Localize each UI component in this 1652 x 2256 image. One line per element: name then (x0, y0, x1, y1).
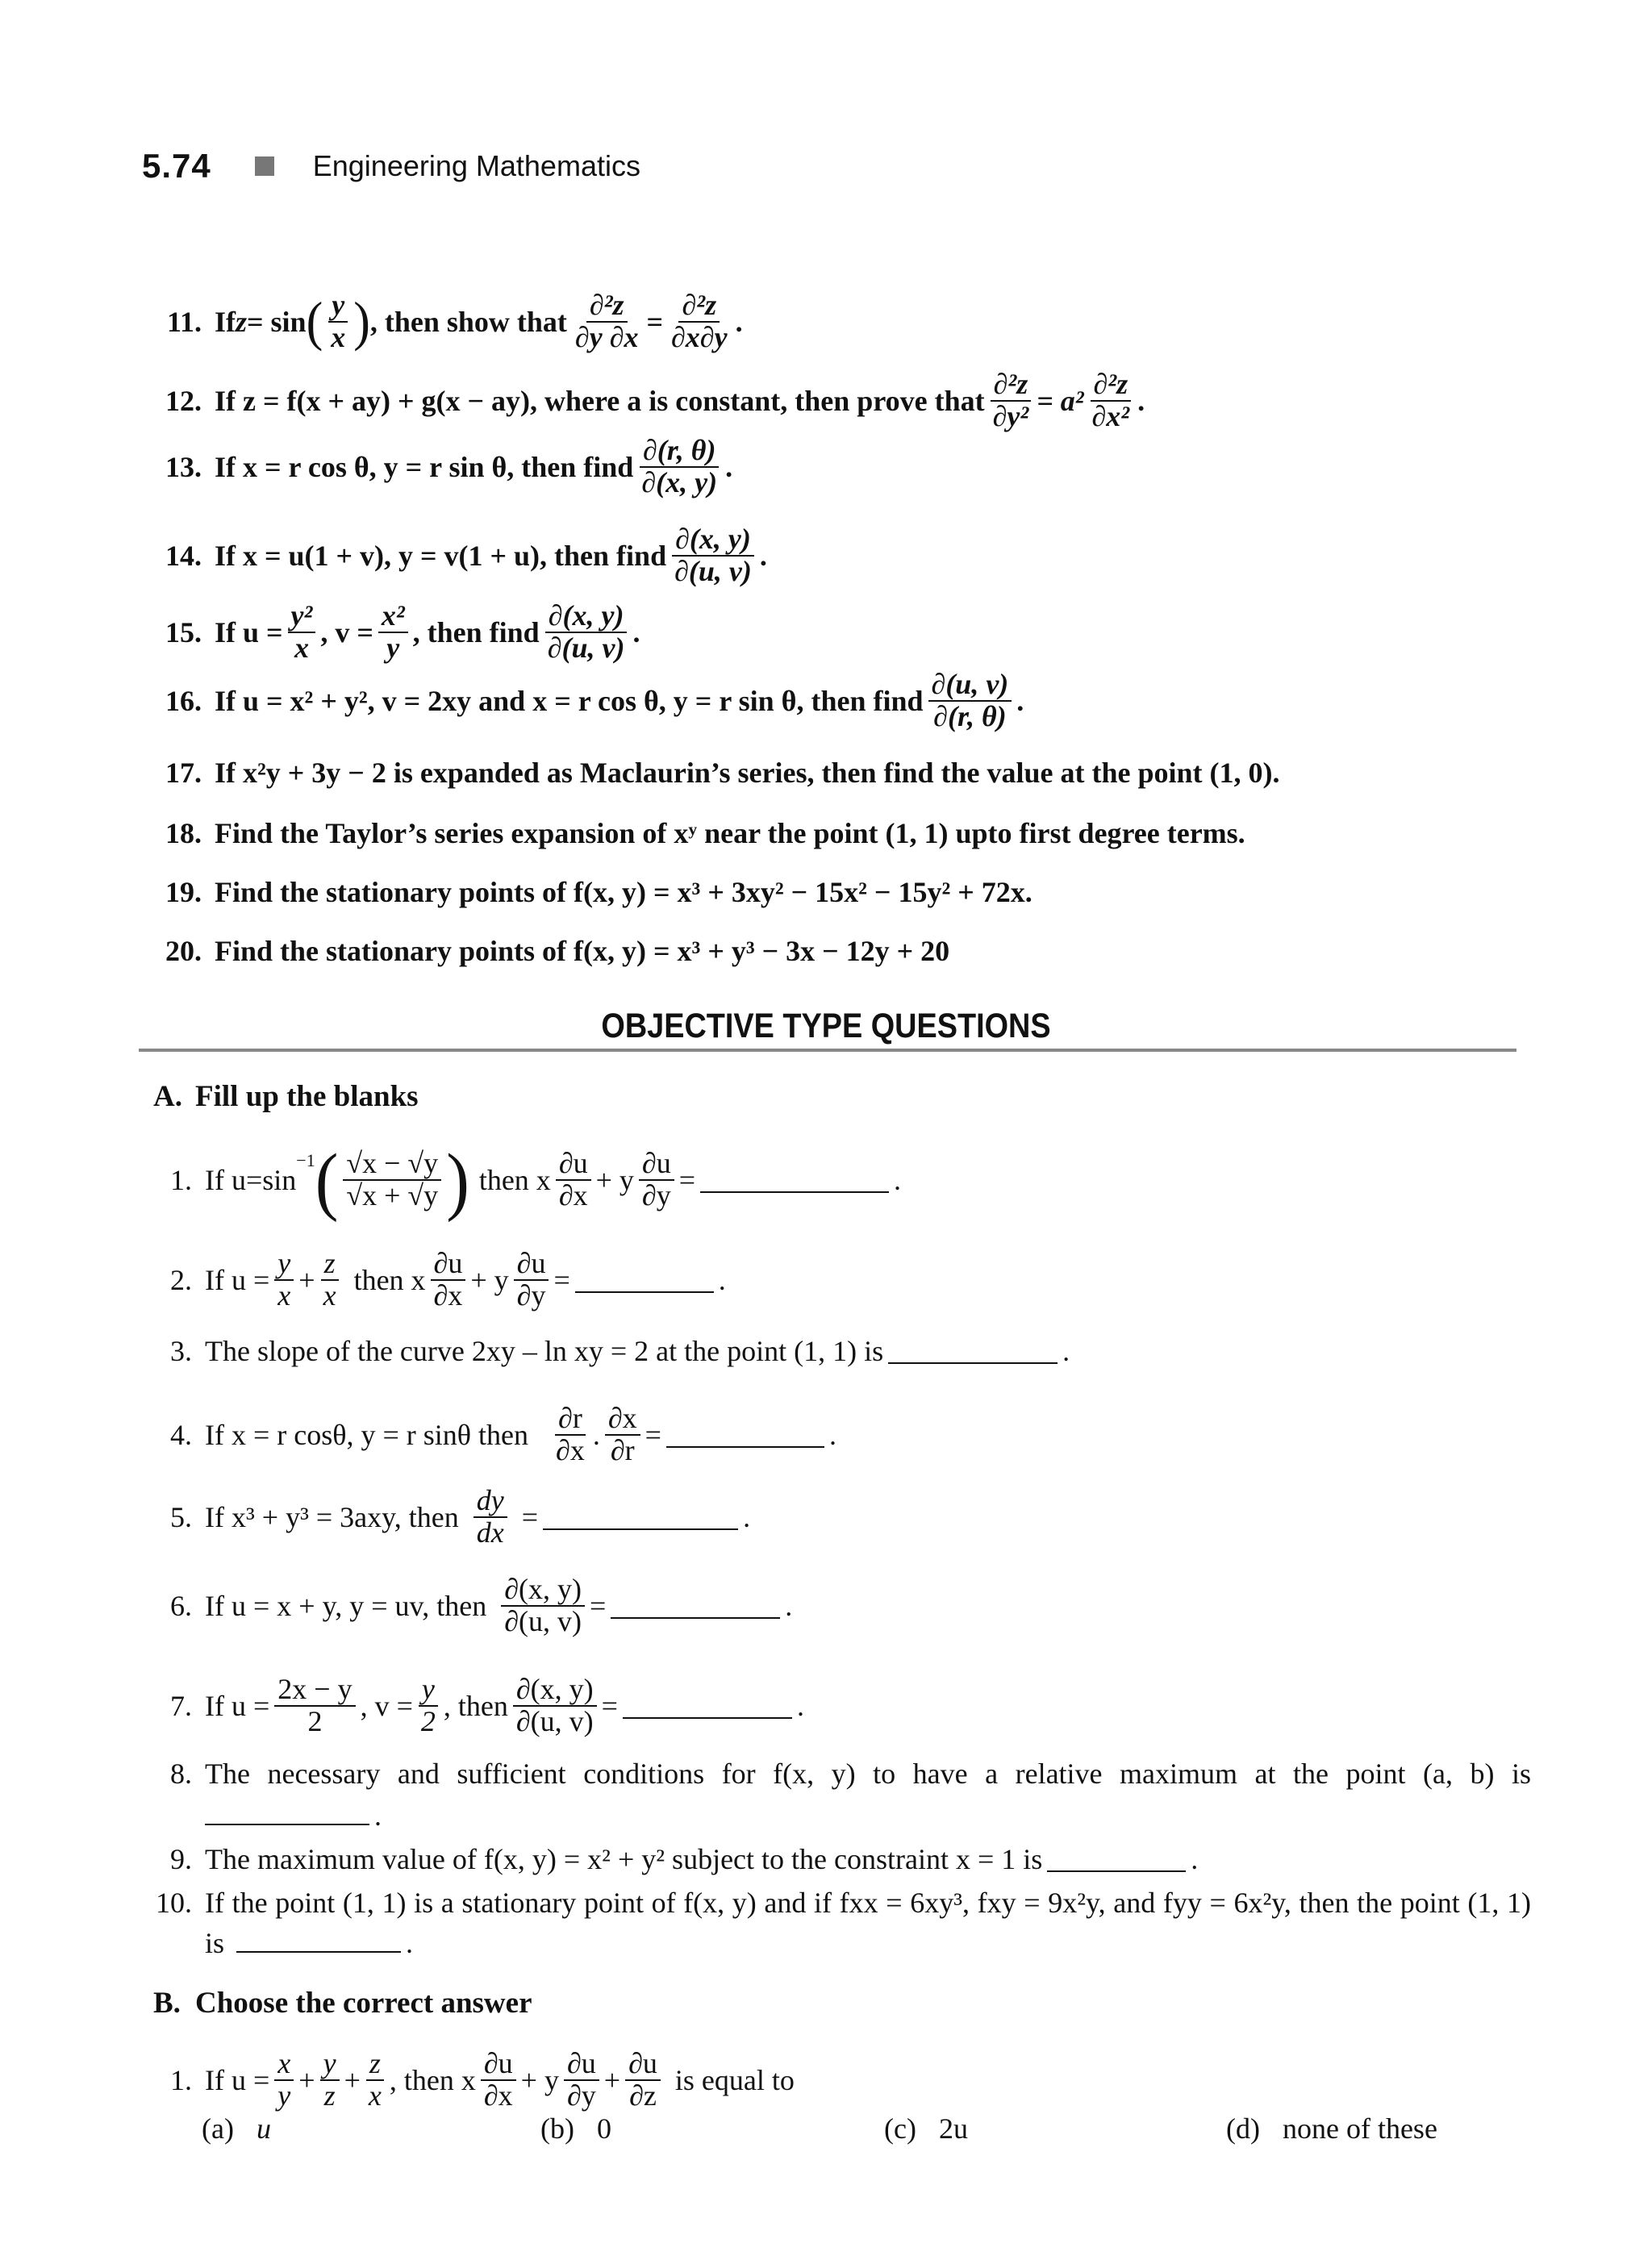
answer-blank[interactable] (888, 1338, 1058, 1364)
fill-question-5: 5. If x³ + y³ = 3axy, then $\frac{dy}{dx}$ = . (170, 1484, 751, 1549)
fill-question-3: 3. The slope of the curve 2xy – ln xy = 2 at the point (1, 1) is . (170, 1335, 1070, 1367)
page-header (142, 147, 640, 186)
exercise-question-20: 20. Find the stationary points of f(x, y) = x³ + y³ − 3x − 12y + 20 (165, 935, 950, 967)
answer-blank[interactable] (666, 1422, 824, 1448)
answer-blank[interactable] (1047, 1846, 1186, 1872)
option-a[interactable]: (a) u (202, 2112, 271, 2145)
fill-question-6: 6. If u = x + y, y = uv, then $\frac{\partial(x, y)}{\partial(u, v)}$ = . (170, 1573, 793, 1637)
option-b[interactable]: (b) 0 (540, 2112, 611, 2145)
exercise-question-14: 14. If x = u(1 + v), y = v(1 + u), then find $\frac{\partial(x, y)}{\partial(u, v)}$ . (165, 523, 767, 587)
exercise-question-19: 19. Find the stationary points of f(x, y) = x³ + 3xy² − 15x² − 15y² + 72x. (165, 876, 1032, 908)
exercise-question-15: 15. If u = $\frac{\text{y²}}{x}$ , v = $\frac{\text{x²}}{y}$ , then find $\frac{\partial(x, y)}{\partial(u, v)}$ . (165, 599, 640, 664)
fill-question-4: 4. If x = r cosθ, y = r sinθ then $\frac{\partial r}{\partial x}$ . $\frac{\partial x}{\partial r}$ = . (170, 1402, 836, 1466)
fill-question-10: 10. If the point (1, 1) is a stationary point of f(x, y) and if fxx = 6xy³, fxy = 9x²y, and fyy = 6x²y, then the point (1, 1) is . (156, 1887, 1531, 1959)
option-c[interactable]: (c) 2u (884, 2112, 968, 2145)
fill-question-1: 1. If u=sin $^{-1}$ ( $\frac{√x - √y}{√x + √y}$ ) then x $\frac{\partial u}{\partial x}$ + y $\frac{\partial u}{\partial y}$ = . (170, 1137, 902, 1223)
section-divider (139, 1049, 1516, 1052)
answer-blank[interactable] (205, 1799, 369, 1825)
answer-blank[interactable] (236, 1927, 401, 1953)
fill-question-7: 7. If u = $\frac{2x - y}{2}$ , v = $\frac{y}{2}$ , then $\frac{\partial(x, y)}{\partial(u, v)}$ = . (170, 1673, 804, 1737)
answer-blank[interactable] (700, 1167, 889, 1193)
option-d[interactable]: (d) none of these (1226, 2112, 1437, 2145)
section-b-heading: B. Choose the correct answer (153, 1987, 532, 2020)
section-a-heading: A. Fill up the blanks (153, 1080, 419, 1113)
fill-question-9: 9. The maximum value of f(x, y) = x² + y² subject to the constraint x = 1 is . (170, 1843, 1199, 1875)
answer-blank[interactable] (611, 1593, 780, 1619)
exercise-question-16: 16. If u = x² + y², v = 2xy and x = r cos θ, y = r sin θ, then find $\frac{\partial(u, v)}{\partial(r, \theta)}$ . (165, 668, 1024, 732)
exercise-question-13: 13. If x = r cos θ, y = r sin θ, then find $\frac{\partial(r, \theta)}{\partial(x, y)}$ . (165, 434, 733, 498)
exercise-question-11: 11. If z = sin ( $\frac{y}{x}$ ) , then show that $\frac{\text{∂²z}}{\partial y \partial x}$ = $\frac{\text{∂²z}}{\partial x\partial y}$ . (166, 289, 743, 353)
objective-section-title: OBJECTIVE TYPE QUESTIONS (601, 1007, 1051, 1045)
answer-blank[interactable] (575, 1267, 714, 1293)
mcq-question-1: 1. If u = $\frac{x}{y}$ + $\frac{y}{z}$ + $\frac{z}{x}$ , then x $\frac{\partial u}{\partial x}$ + y $\frac{\partial u}{\partial y}$ + $\frac{\partial u}{\partial z}$ is equal to (170, 2047, 795, 2112)
answer-blank[interactable] (543, 1504, 738, 1530)
exercise-question-18: 18. Find the Taylor’s series expansion of xʸ near the point (1, 1) upto first degree terms. (165, 817, 1245, 849)
exercise-question-12: 12. If z = f(x + ay) + g(x − ay), where a is constant, then prove that $\frac{\text{∂²z}}{\text{∂y²}}$ = a² $\frac{\text{∂²z}}{\text{∂x²}}$ . (165, 368, 1145, 432)
book-title: Engineering Mathematics (312, 149, 640, 182)
page-number: 5.74 (142, 147, 211, 185)
exercise-question-17: 17. If x²y + 3y − 2 is expanded as Maclaurin’s series, then find the value at the point (1, 0). (165, 757, 1280, 789)
answer-blank[interactable] (623, 1693, 792, 1719)
fill-question-8: 8. The necessary and sufficient conditions for f(x, y) to have a relative maximum at the point (a, b) is . (170, 1758, 1531, 1832)
header-square-icon (255, 156, 274, 176)
fill-question-2: 2. If u = $\frac{y}{x}$ + $\frac{z}{x}$ then x $\frac{\partial u}{\partial x}$ + y $\frac{\partial u}{\partial y}$ = . (170, 1247, 726, 1311)
